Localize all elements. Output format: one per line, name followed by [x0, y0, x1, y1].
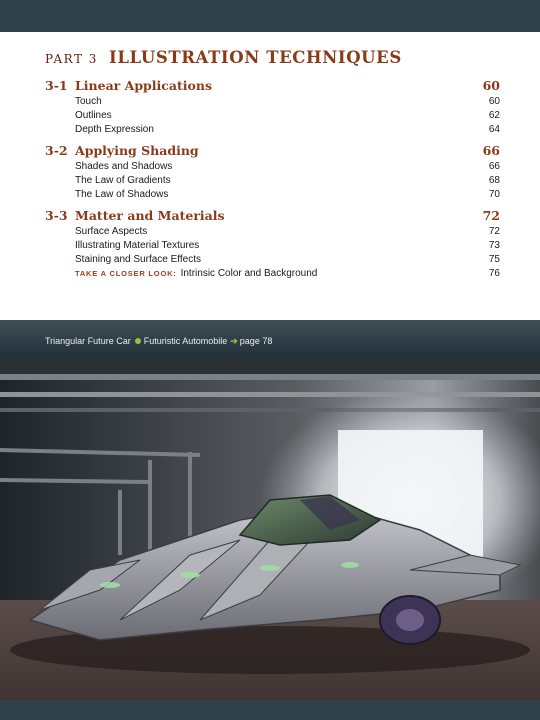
section-number: 3-3 — [45, 208, 68, 223]
entry-title: The Law of Shadows — [75, 189, 169, 200]
entry-title: Depth Expression — [75, 124, 154, 135]
toc-entry[interactable] — [75, 123, 500, 137]
top-band — [0, 0, 540, 32]
section-page: 60 — [482, 78, 500, 93]
section-page: 72 — [482, 208, 500, 223]
section-heading[interactable] — [45, 78, 500, 95]
entry-title: Outlines — [75, 110, 112, 121]
toc-entry[interactable] — [75, 239, 500, 253]
entry-page: 64 — [488, 124, 500, 135]
entry-page: 72 — [488, 226, 500, 237]
toc-entry[interactable] — [75, 188, 500, 202]
toc-entry[interactable] — [75, 174, 500, 188]
caption-category: Futuristic Automobile — [143, 336, 228, 346]
section-title: Matter and Materials — [75, 208, 225, 223]
entry-page: 68 — [488, 175, 500, 186]
car-illustration — [0, 320, 540, 720]
entry-page: 75 — [488, 254, 500, 265]
caption-page-ref[interactable]: page 78 — [239, 336, 273, 346]
entry-title: Illustrating Material Textures — [75, 240, 200, 251]
arrow-right-icon: ➔ — [230, 336, 238, 346]
green-dot-icon — [135, 338, 141, 344]
entry-title: Shades and Shadows — [75, 161, 173, 172]
figure-caption — [45, 336, 272, 347]
section-number: 3-2 — [45, 143, 68, 158]
part-heading — [45, 48, 500, 70]
section-number: 3-1 — [45, 78, 68, 93]
entry-page: 60 — [488, 96, 500, 107]
toc-entry[interactable] — [75, 95, 500, 109]
entry-page: 62 — [488, 110, 500, 121]
closer-look-title: Intrinsic Color and Background — [180, 268, 318, 279]
toc-entry[interactable] — [75, 109, 500, 123]
entry-page: 76 — [488, 268, 500, 279]
entry-page: 66 — [488, 161, 500, 172]
table-of-contents — [45, 78, 500, 281]
entry-page: 70 — [488, 189, 500, 200]
toc-entry[interactable] — [75, 225, 500, 239]
toc-entry[interactable] — [75, 253, 500, 267]
entry-title — [75, 267, 317, 281]
part-title: ILLUSTRATION TECHNIQUES — [109, 48, 402, 67]
entry-title: The Law of Gradients — [75, 175, 171, 186]
section-heading[interactable] — [45, 143, 500, 160]
part-label: PART 3 — [45, 52, 98, 66]
section-title: Linear Applications — [75, 78, 212, 93]
entry-page: 73 — [488, 240, 500, 251]
closer-look-entry[interactable] — [75, 267, 500, 281]
entry-title: Surface Aspects — [75, 226, 148, 237]
entry-title: Staining and Surface Effects — [75, 254, 202, 265]
toc-entry[interactable] — [75, 160, 500, 174]
section-title: Applying Shading — [75, 143, 199, 158]
caption-subject: Triangular Future Car — [45, 336, 131, 346]
closer-look-label: TAKE A CLOSER LOOK: — [75, 269, 177, 278]
section-page: 66 — [482, 143, 500, 158]
section-heading[interactable] — [45, 208, 500, 225]
entry-title: Touch — [75, 96, 102, 107]
